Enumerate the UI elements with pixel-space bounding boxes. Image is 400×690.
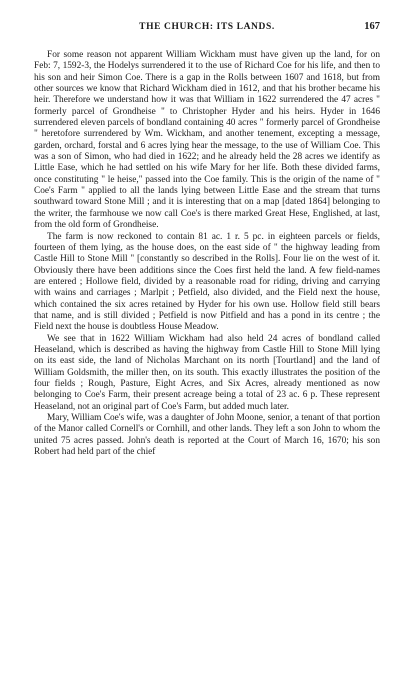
page-number: 167: [364, 21, 380, 32]
paragraph-heaseland: We see that in 1622 William Wickham had also held 24 acres of bondland called Heaseland, which is described as having the highway from Castle Hill to Stone Mill lying on its east side, the land of Nicholas Marchant on its north [Tourtland] and the land of William Goldsmith, the miller then, on its south. This exactly illustrates the position of the four fields ; Rough, Pasture, Eight Acres, and Six Acres, already mentioned as now belonging to Coe's Farm, their present acreage being a total of 23 ac. 6 p. These represent Heaseland, not an original part of Coe's Farm, but added much later.: [34, 333, 380, 412]
paragraph-mary-coe: Mary, William Coe's wife, was a daughter of John Moone, senior, a tenant of that portion of the Manor called Cornell's or Cornhill, and other lands. They left a son John to whom the united 75 acres passed. John's death is reported at the Court of March 16, 1670; his son Robert had held part of the chief: [34, 413, 380, 458]
running-title: THE CHURCH: ITS LANDS.: [139, 22, 275, 32]
paragraph-farm-fields: The farm is now reckoned to contain 81 ac. 1 r. 5 pc. in eighteen parcels or fields, fourteen of them lying, as the house does, on the east side of " the highway leading from Castle Hill to Stone Mill " [constantly so described in the Rolls]. Four lie on the west of it. Obviously there have been additions since the Coes first held the land. A few field-names are entered ; Hollowe field, divided by a reasonable road for riding, driving and carrying with wains and carriages ; Marlpit ; Petfield, also divided, and the Field next the house, which contained the six acres retained by Hyder for his own use. Hollow field still bears that name, and is still divided ; Petfield is now Pitfield and has a pond in its centre ; the Field next the house is doubtless House Meadow.: [34, 231, 380, 333]
book-page: [34, 20, 380, 458]
paragraph-coe-farm-origin: For some reason not apparent William Wickham must have given up the land, for on Feb: 7, 1592-3, the Hodelys surrendered it to the use of Richard Coe for his life, and then to his son and heir Simon Coe. There is a gap in the Rolls between 1607 and 1618, but from other sources we know that Richard Wickham died in 1612, and that his brother became his heir. Therefore we understand how it was that William in 1622 surrendered the 47 acres " formerly parcel of Grondheise " to Christopher Hyder and his heirs. Hyder in 1646 surrendered eleven parcels of bondland containing 40 acres " formerly parcel of Grondheise " heretofore surrendered by Wm. Wickham, and another tenement, excepting a message, garden, orchard, forstal and 6 acres lying hear the message, to the use of William Coe. This was a son of Simon, who had died in 1622; and he already held the 28 acres we identify as Little Ease, which he had settled on his wife Mary for her life. Both these divided farms, once constituting " le heise," passed into the Coe family. This is the origin of the name of " Coe's Farm " applied to all the lands lying between Little Ease and the stream that turns southward toward Stone Mill ; and it is interesting that on a map [dated 1864] belonging to the writer, the farmhouse we now call Coe's is there marked Great Hese, Englished, at last, from the old form of Grondheise.: [34, 50, 380, 231]
running-head: [34, 20, 380, 36]
